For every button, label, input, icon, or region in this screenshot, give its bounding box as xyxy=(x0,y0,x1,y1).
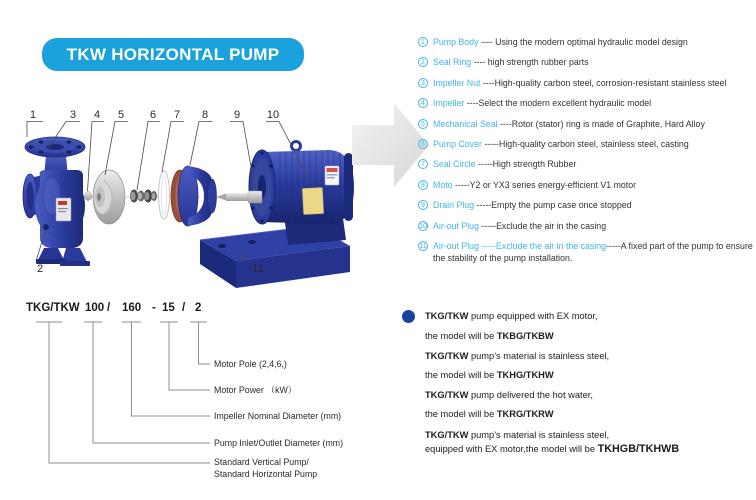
part-name: Mechanical Seal xyxy=(433,118,498,129)
part-item-3 xyxy=(418,77,756,89)
model-code-n4: 2 xyxy=(195,302,202,314)
part-item-2 xyxy=(418,56,756,68)
note-line: the model will be TKBG/TKBW xyxy=(425,331,554,341)
part-name: Impeller xyxy=(433,98,465,109)
impeller xyxy=(93,170,125,224)
circled-number-10: 10 xyxy=(419,222,427,230)
part-name: Moto xyxy=(433,179,453,190)
part-name: Pump Body xyxy=(433,37,479,47)
exploded-pump-diagram xyxy=(10,100,370,290)
part-desc: ---- Using the modern optimal hydraulic model design xyxy=(480,37,688,47)
part-desc: ----Rotor (stator) ring is made of Graphite, Hard Alloy xyxy=(500,118,705,129)
circled-number-11: 11 xyxy=(419,242,427,250)
circled-number-4: 4 xyxy=(418,98,428,108)
model-code-n2: 160 xyxy=(122,302,142,314)
callout-6: 6 xyxy=(149,109,157,121)
code-label-motor-pole: Motor Pole (2,4,6,) xyxy=(214,359,287,369)
model-notes xyxy=(400,304,756,474)
note-line: the model will be TKRG/TKRW xyxy=(425,409,554,419)
part-name: Air-out Plug -----Exclude the air in the casing xyxy=(433,240,607,251)
circled-number-5: 5 xyxy=(418,119,428,129)
part-name: Impeller Nut xyxy=(433,77,481,88)
callout-8: 8 xyxy=(201,109,209,121)
circled-number-2: 2 xyxy=(418,57,428,67)
part-desc: ----Select the modern excellent hydraulic model xyxy=(466,98,652,109)
title-banner xyxy=(42,38,304,71)
part-item-9 xyxy=(418,199,756,211)
code-label-inlet-outlet: Pump Inlet/Outlet Diameter (mm) xyxy=(214,438,344,448)
parts-list xyxy=(418,36,756,272)
note-line: the model will be TKHG/TKHW xyxy=(425,370,554,380)
circled-number-6: 6 xyxy=(418,139,428,149)
impeller-nut xyxy=(85,192,92,201)
mechanical-seal xyxy=(130,190,157,203)
circled-number-7: 7 xyxy=(418,159,428,169)
code-label-standard-pump: Standard Vertical Pump/ Standard Horizontal Pump xyxy=(214,457,318,479)
part-item-7 xyxy=(418,158,756,170)
page-title: TKW HORIZONTAL PUMP xyxy=(66,44,280,64)
motor xyxy=(249,142,354,246)
circled-number-3: 3 xyxy=(418,78,428,88)
part-name: Air-out Plug xyxy=(433,220,479,231)
part-name: Seal Circle xyxy=(433,159,476,170)
part-item-10 xyxy=(418,220,756,232)
part-desc: -----Empty the pump case once stopped xyxy=(476,200,632,211)
part-desc: ---- high strength rubber parts xyxy=(473,57,589,68)
part-desc: -----Exclude the air in the casing xyxy=(481,220,607,231)
model-code-s1: / xyxy=(107,302,111,314)
code-label-motor-power: Motor Power （kW） xyxy=(214,385,297,395)
note-line: TKG/TKW pump's material is stainless steel, xyxy=(425,351,610,361)
seal-circle-o-ring xyxy=(159,171,170,219)
part-desc: -----Y2 or YX3 series energy-efficient V1 motor xyxy=(455,179,637,190)
model-code-s2: - xyxy=(152,302,156,314)
callout-2: 2 xyxy=(36,263,44,275)
part-desc: ----High-quality carbon steel, corrosion-resistant stainless steel xyxy=(482,77,727,88)
motor-nameplate xyxy=(302,187,323,214)
pump-body xyxy=(23,137,90,266)
motor-shaft xyxy=(216,191,262,203)
code-label-impeller-diameter: Impeller Nominal Diameter (mm) xyxy=(214,411,342,421)
note-line: TKG/TKW pump's material is stainless steel, xyxy=(425,430,610,440)
eyebolt xyxy=(292,142,301,151)
model-code-prefix: TKG/TKW xyxy=(26,302,80,314)
model-code-n1: 100 xyxy=(85,302,105,314)
part-name: Drain Plug xyxy=(433,200,475,211)
callout-5: 5 xyxy=(117,109,125,121)
circled-number-8: 8 xyxy=(418,180,428,190)
callout-1: 1 xyxy=(29,109,37,121)
part-item-8 xyxy=(418,179,756,191)
part-name: Pump Cover xyxy=(433,138,482,149)
circled-number-1: 1 xyxy=(418,37,428,47)
part-item-11 xyxy=(418,240,756,264)
part-item-6 xyxy=(418,138,756,150)
note-line: TKG/TKW pump equipped with EX motor, xyxy=(425,311,598,321)
callout-11: 11 xyxy=(252,263,264,275)
callout-3: 3 xyxy=(69,109,77,121)
part-desc: -----High-quality carbon steel, stainless steel, casting xyxy=(484,138,689,149)
model-code-n3: 15 xyxy=(162,302,175,314)
note-line: equipped with EX motor,the model will be TKHGB/TKHWB xyxy=(425,443,680,455)
callout-4: 4 xyxy=(93,109,101,121)
part-item-1 xyxy=(418,36,756,48)
callout-10: 10 xyxy=(266,109,280,121)
circled-number-9: 9 xyxy=(418,200,428,210)
callout-7: 7 xyxy=(173,109,181,121)
model-code-s3: / xyxy=(182,302,186,314)
part-name: Seal Ring xyxy=(433,57,472,68)
pump-cover xyxy=(171,166,217,226)
part-item-4 xyxy=(418,97,756,109)
note-line: TKG/TKW pump delivered the hot water, xyxy=(425,390,593,400)
part-item-5 xyxy=(418,118,756,130)
part-desc: -----A fixed part of the pump to ensure the stability of the pump installation. xyxy=(433,240,753,263)
part-desc: -----High strength Rubber xyxy=(478,159,577,170)
bullet-icon xyxy=(402,310,415,323)
callout-9: 9 xyxy=(233,109,241,121)
